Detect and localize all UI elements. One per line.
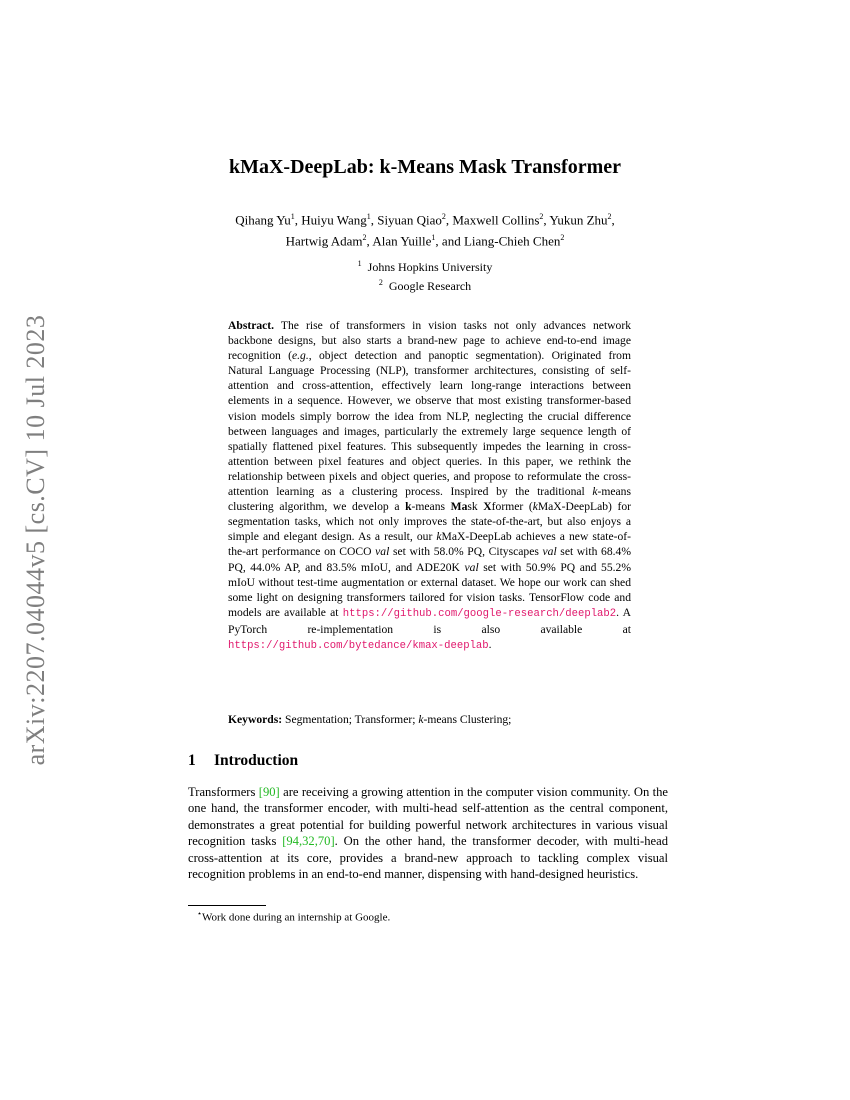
keywords-text: -means Clustering; [423, 713, 512, 726]
abstract-text: set with 58.0% PQ, Cityscapes [389, 545, 543, 559]
keywords [228, 713, 631, 726]
intro-text: . On the other hand, the transformer decoder, with multi-head cross-attention at its core, provides a brand-new approach to tackling complex visual recognition problems in an end-to-end manner, dispensing with hand-designed heuristics. [188, 834, 669, 882]
paper-title: kMaX-DeepLab: k-Means Mask Transformer [228, 156, 621, 178]
affil-mark: 1 [290, 212, 295, 221]
author-name: , Alan Yuille [366, 233, 432, 249]
affiliations [0, 256, 850, 294]
abstract-text: k [405, 500, 412, 514]
section-title: Introduction [214, 752, 299, 769]
keywords-label: Keywords: [228, 713, 283, 726]
intro-text: are receiving a growing attention in the computer vision community. On the one hand, the transformer encoder, with multi-head self-attention as the central component, demonstrates a great potential for building powerful network architectures in various visual recognition tasks [188, 785, 669, 849]
abstract-text: k [436, 530, 442, 544]
affil-mark: 1 [431, 233, 436, 243]
section-number: 1 [188, 752, 196, 769]
abstract-text: . A PyTorch re-implementation is also available at [228, 605, 631, 636]
abstract-text: , object detection and panoptic segmentation). Originated from Natural Language Processing (NLP), transformer architectures, consisting of self-attention and cross-attention, effectively learn long-range interactions between elements in a sequence. However, we observe that most existing transformer-based vision models simply borrow the idea from NLP, neglecting the crucial difference between languages and images, particularly the extremely large sequence length of spatially flattened pixel features. This subsequently impedes the learning in cross-attention between pixel features and object queries. In this paper, we rethink the relationship between pixels and object queries, and propose to reformulate the cross-attention learning as a clustering process. Inspired by the traditional [228, 349, 631, 499]
affil-mark: 2 [362, 233, 367, 243]
pytorch-code-link[interactable]: https://github.com/bytedance/kmax-deeplab [228, 639, 489, 652]
abstract-text: val [542, 545, 557, 559]
footnote-mark: ⋆ [197, 909, 203, 918]
author-name: , Huiyu Wang [294, 212, 367, 228]
author-name: , Yukun Zhu [543, 212, 608, 228]
affil-mark: 2 [560, 233, 565, 243]
abstract-text: val [464, 560, 479, 574]
intro-text: Transformers [188, 785, 259, 799]
citation-link[interactable]: [94,32,70] [282, 834, 335, 849]
intro-paragraph [188, 784, 668, 882]
footnote-text: Work done during an internship at Google. [202, 911, 391, 924]
affil-mark: 2 [607, 212, 612, 221]
author-list [0, 208, 850, 251]
affil-mark: 2 [441, 212, 446, 221]
author-name: , Siyuan Qiao [370, 212, 442, 228]
affil-number: 1 [357, 259, 362, 268]
author-name: , and Liang-Chieh Chen [435, 233, 561, 249]
abstract-text: set with 50.9% PQ and 55.2% mIoU without test-time augmentation or external dataset. We hope our work can shed some light on designing transformers tailored for vision tasks. TensorFlow code and models are available at [228, 560, 631, 619]
affiliation-name: Johns Hopkins University [367, 260, 493, 274]
affiliation-line [0, 275, 850, 294]
abstract-text: The rise of transformers in vision tasks not only advances network backbone designs, but also starts a brand-new page to achieve end-to-end image recognition ( [228, 319, 631, 363]
citation-link[interactable]: [90] [258, 785, 280, 799]
keywords-text: k [418, 713, 424, 726]
affiliation-line [0, 256, 850, 275]
abstract-text: set with 68.4% PQ, 44.0% AP, and 83.5% mIoU, and ADE20K [228, 545, 631, 574]
keywords-text: Segmentation; Transformer; [282, 713, 419, 726]
affil-number: 2 [378, 278, 383, 287]
tensorflow-code-link[interactable]: https://github.com/google-research/deeplab2 [342, 607, 617, 620]
abstract-text: MaX-DeepLab) for segmentation tasks, which not only improves the state-of-the-art, but also enjoys a simple and elegant design. As a result, our [228, 500, 631, 544]
author-separator: , [611, 212, 615, 228]
abstract-text: sk [467, 500, 484, 514]
section-heading [188, 752, 298, 770]
arxiv-sidebar-stamp: arXiv:2207.04044v5 [cs.CV] 10 Jul 2023 [21, 314, 50, 766]
affil-mark: 2 [539, 212, 544, 221]
abstract-text: -means [411, 500, 451, 514]
author-name: Qihang Yu [235, 212, 291, 228]
abstract-text: X [483, 500, 492, 514]
affiliation-name: Google Research [388, 279, 472, 293]
footnote [197, 909, 390, 924]
abstract-text: k [532, 500, 538, 514]
author-name: Hartwig Adam [285, 233, 363, 249]
abstract-text: MaX-DeepLab achieves a new state-of-the-art performance on COCO [228, 530, 632, 559]
abstract-text: k [592, 485, 598, 499]
abstract-text: -means clustering algorithm, we develop a [228, 485, 631, 514]
abstract-text: Ma [450, 500, 468, 514]
footnote-rule [188, 905, 266, 906]
abstract-text: e.g. [291, 349, 309, 363]
abstract-text: . [488, 637, 492, 651]
abstract-text: val [375, 545, 390, 559]
author-name: , Maxwell Collins [445, 212, 540, 228]
abstract [228, 318, 631, 654]
affil-mark: 1 [366, 212, 371, 221]
abstract-heading: Abstract. [228, 319, 275, 332]
abstract-text: former ( [491, 500, 533, 514]
